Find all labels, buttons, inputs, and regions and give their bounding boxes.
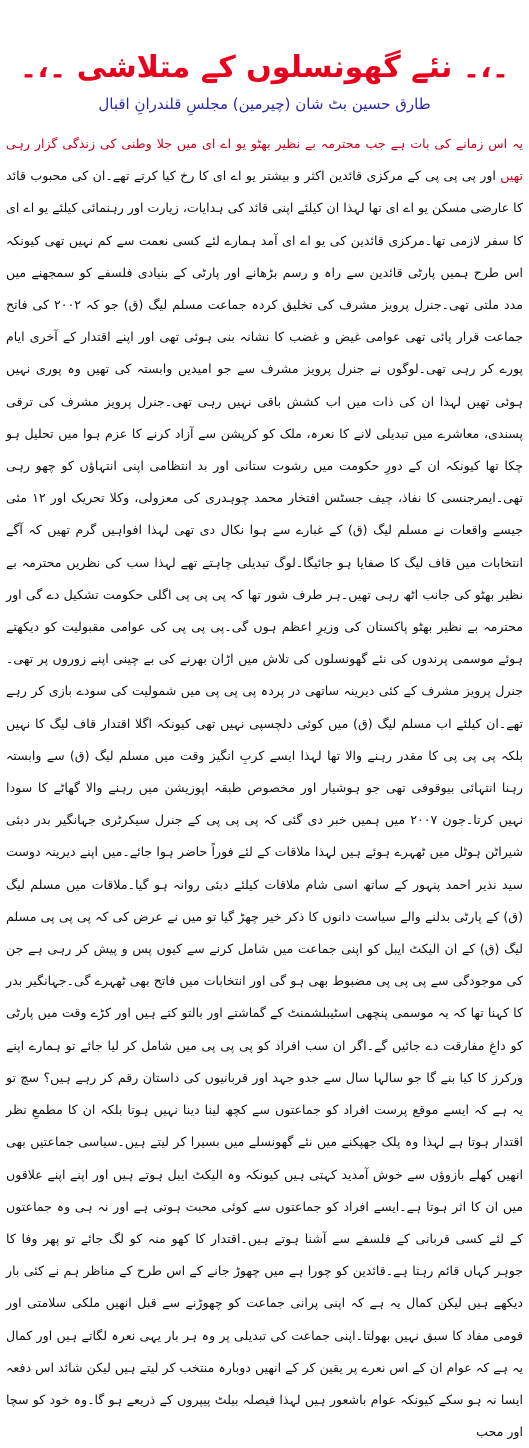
article-lead-sentence: یہ اس زمانے کی بات ہے جب محترمہ بے نظیر بھٹو یو اے ای میں جلا وطنی کی زندگی گزار رہی تھیں [6,136,523,184]
article-paragraph [6,128,523,1448]
article-byline: طارق حسین بٹ شان (چیرمین) مجلسِ قلندرانِ اقبال [98,95,431,113]
article-body-text: اور پی پی پی کے مرکزی قائدین اکثر و بیشتر یو اے ای کا رخ کیا کرتے تھے۔ان کی محبوب قائد کا عارضی مسکن یو اے ای تھا لہذا ان کیلئے اپنی قائد کی ہدایات، زیارت اور رہنمائی کیلئے یو اے ای کا سفر لازمی تھا۔مرکزی قائدین کی یو اے ای آمد ہمارے لئے کسی نعمت سے کم نہیں تھی کیونکہ اس طرح ہمیں پارٹی قائدین سے راہ و رسم بڑھانے اور پارٹی کے بنیادی فلسفے کو سمجھنے میں مدد ملتی تھی۔جنرل پرویز مشرف کی تخلیق کردہ جماعت مسلم لیگ (ق) جو کہ ۲۰۰۲ کی فاتح جماعت قرار پائی تھی عوامی غیض و غضب کا نشانہ بنی ہوئی تھی اور اپنے اقتدار کے آخری ایام پورے کر رہی تھی۔لوگوں نے جنرل پرویز مشرف سے جو امیدیں وابستہ کی تھیں وہ پوری نہیں ہوئی تھیں لہذا ان کی ذات میں اب کشش باقی نہیں رہی تھی۔جنرل پرویز مشرف کی ترقی پسندی، معاشرے میں تبدیلی لانے کا نعرہ، ملک کو کرپشن سے آزاد کرنے کا عزم ہوا میں تحلیل ہو چکا تھا کیونکہ ان کے دورِ حکومت میں رشوت ستانی اور بد انتظامی اپنی انتہاؤں کو چھو رہی تھی۔ایمرجنسی کا نفاذ، چیف جسٹس افتخار محمد چوہدری کی معزولی، وکلا تحریک اور ۱۲ مئی جیسے واقعات نے مسلم لیگ (ق) کے غبارے سے ہوا نکال دی تھی لہذا افواہیں گرم تھیں کہ آگے انتخابات میں قاف لیگ کا صفایا ہو جائیگا۔لوگ تبدیلی چاہتے تھے لہذا سب کی نظریں محترمہ بے نظیر بھٹو کی جانب اٹھ رہی تھیں۔ہر طرف شور تھا کہ پی پی پی اگلی حکومت تشکیل دے گی اور محترمہ بے نظیر بھٹو پاکستان کی وزیرِ اعظم ہوں گی۔پی پی پی کی عوامی مقبولیت کو دیکھتے ہوئے موسمی پرندوں کی نئے گھونسلوں کی تلاش میں اڑان بھرنے کی بے چینی اپنے زوروں پر تھی۔جنرل پرویز مشرف کے کئی دیرینہ ساتھی در پردہ پی پی پی میں شمولیت کی سودے بازی کر رہے تھے۔ان کیلئے اب مسلم لیگ (ق) میں کوئی دلچسپی نہیں تھی کیونکہ اگلا اقتدار قاف لیگ کا نہیں بلکہ پی پی پی کا مقدر رہنے والا تھا لہذا ایسے کربِ انگیز وقت میں مسلم لیگ (ق) سے وابستہ رہنا انتہائی بیوقوفی تھی جو ہوشیار اور مخصوص طبقہ اپوزیشن میں رہنے والا گھاٹے کا سودا نہیں کرتا۔جون ۲۰۰۷ میں ہمیں خبر دی گئی کہ پی پی پی کے جنرل سیکرٹری جہانگیر بدر دبئی شیراٹن ہوٹل میں ٹھہرے ہوئے ہیں لہذا ملاقات کے لئے فوراً حاضر ہوا جائے۔میں اپنے دیرینہ دوست سید نذیر احمد پنہور کے ساتھ اسی شام ملاقات کیلئے دبئی روانہ ہو گیا۔ملاقات میں مسلم لیگ (ق) کے پارٹی بدلنے والے سیاست دانوں کا ذکر خیر چھڑ گیا تو میں نے عرض کی کہ پی پی پی مسلم لیگ (ق) کے ان الیکٹ ایبل کو اپنی جماعت میں شامل کرنے سے کیوں پس و پیش کر رہی ہے جن کی موجودگی سے پی پی پی مضبوط بھی ہو گی اور انتخابات میں فاتح بھی ٹھہرے گی۔جہانگیر بدر کا کہنا تھا کہ یہ موسمی پنچھی اسٹیبلشمنٹ کے گماشتے اور بالتو کتے ہیں اور کڑے وقت میں پارٹی کو داغِ مفارقت دے جائیں گے۔اگر ان سب افراد کو پی پی پی میں شامل کر لیا جائے تو ہمارے اپنے ورکرز کا کیا بنے گا جو سالہا سال سے جدو جہد اور قربانیوں کی داستان رقم کر رہے ہیں؟ سچ تو یہ ہے کہ ایسے موقع پرست افراد کو جماعتوں سے کچھ لینا دینا نہیں ہوتا بلکہ ان کا مطمعِ نظر اقتدار ہوتا ہے لہذا وہ پلک جھپکنے میں نئے گھونسلے میں بسیرا کر لیتے ہیں۔سیاسی جماعتیں بھی انھیں کھلے بازوؤں سے خوش آمدید کہتی ہیں کیونکہ وہ الیکٹ ایبل ہوتے ہیں اور اپنے اپنے علاقوں میں ان کا اثر ہوتا ہے۔ایسے افراد کو جماعتوں سے کوئی محبت ہوتی ہے اور نہ ہی وہ جماعتوں کے لئے کسی قربانی کے فلسفے سے آشنا ہوتے ہیں۔اقتدار کا کھو منہ کو لگ جائے تو پھر وفا کا جوہر کہاں قائم رہتا ہے۔قائدین کو چورا ہے میں چھوڑ جانے کے اس طرح کے مناظر ہم نے کئی بار دیکھے ہیں لیکن کمال یہ ہے کہ اپنی پرانی جماعت کو چھوڑنے سے قبل انھیں ملکی سلامتی اور قومی مفاد کا سبق نہیں بھولتا۔اپنی جماعت کی تبدیلی پر وہ ہر بار یہی نعرہ لگاتے ہیں اور کمال یہ ہے کہ عوام ان کے اس نعرے پر یقین کر کے انھیں دوبارہ منتخب کر لیتے ہیں لیکن شائد اس دفعہ ایسا نہ ہو سکے کیونکہ عوام باشعور ہیں لہذا فیصلہ بیلٹ پیپروں کے ذریعے ہو گا۔وہ خود کو سچا اور محب [6,168,523,1440]
article-headline: ۔،۔ نئے گھونسلوں کے متلاشی ۔،۔ [19,50,510,85]
article-body [6,128,523,1440]
